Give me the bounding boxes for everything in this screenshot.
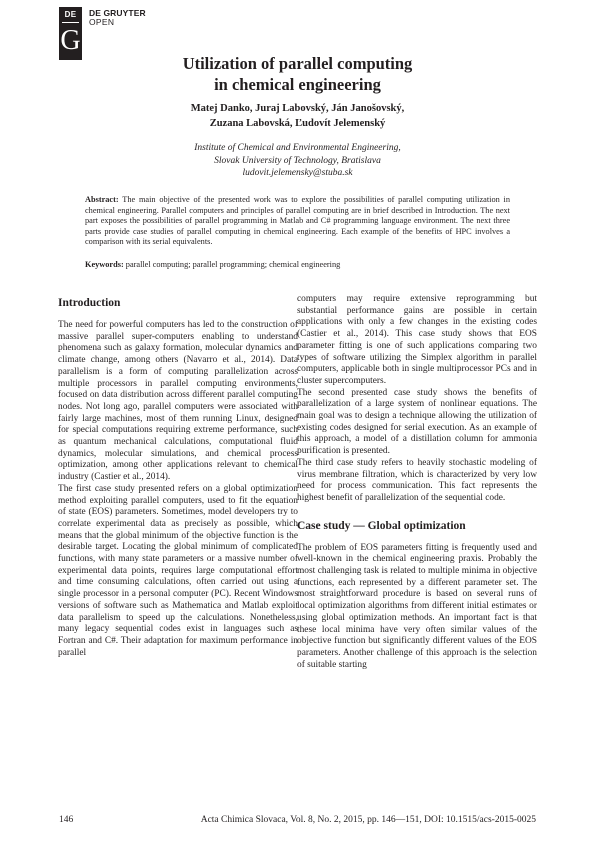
title-line1: Utilization of parallel computing [182, 54, 413, 73]
left-column [58, 296, 298, 659]
right-column [297, 294, 537, 671]
logo-divider [62, 22, 79, 23]
case-study-paragraph-1: The problem of EOS parameters fitting is frequently used and well-known in the chemical engineering praxis. Probably the most challenging task is related to multiple minima in objective functions, each represented by a different parameter set. The most straightforward procedure is based on several runs of local optimization algorithms from different initial estimates or using global optimization methods. An important fact is that these local minima have very often similar values of the objective function but significantly different values of the EOS parameters. Another challenge of this approach is the selection of suitable starting [297, 542, 537, 670]
journal-citation: Acta Chimica Slovaca, Vol. 8, No. 2, 2015, pp. 146—151, DOI: 10.1515/acs-2015-0025 [200, 815, 536, 825]
publisher-name-line2: OPEN [89, 17, 115, 27]
affiliation [60, 142, 535, 180]
keywords-text: parallel computing; parallel programming; chemical engineering [125, 260, 341, 269]
logo-g-letter: G [60, 25, 81, 56]
abstract-label: Abstract: [85, 195, 119, 204]
abstract-text: The main objective of the presented work was to explore the possibilities of parallel computing utilization in chemical engineering. Parallel computers and principles of parallel computing are in brief described in Introduction. The next part exposes the possibilities of parallel programming in Matlab and C# programming language environment. The next three parts provide case studies of parallel computing in chemical engineering. Each example of the benefits of HPC involves a comparison with its serial equivalents. [85, 195, 510, 246]
intro-paragraph-3: computers may require extensive reprogramming but substantial performance gains are possible in certain applications with only a few changes in the existing codes (Castier et al., 2014). This case study shows that EOS parameter fitting is one of such applications comparing two types of software utilizing the Simplex algorithm in parallel computers, applicable both in single multiprocessor PCs and in cluster supercomputers. [297, 294, 537, 386]
title-line2: in chemical engineering [214, 75, 381, 94]
intro-paragraph-5: The third case study refers to heavily stochastic modeling of virus membrane filtration, which is characterized by very low need for process communication. This fact represents the highest benefit of parallelization of the sequential code. [297, 457, 537, 503]
intro-paragraph-1: The need for powerful computers has led to the construction of massive parallel super-computers enabling to understand phenomena such as galaxy formation, molecular dynamics and climate change, among others (Navarro et al., 2014). Data parallelism is a form of computing parallelization across multiple processors in parallel computing environments, focused on data distribution across different parallel computing nodes. Not long ago, parallel computers were associated with fairly large machines, most of them running Linux, designed for special computations requiring extreme performance, such as quantum mechanical calculations, computational fluid dynamics, molecular simulations, and chemical process optimization, among other applications relevant to chemical industry (Castier et al., 2014). [58, 320, 298, 483]
publisher-name-line1: DE GRUYTER [89, 8, 146, 18]
section-heading-introduction: Introduction [58, 297, 121, 309]
publisher-name [89, 9, 146, 27]
paper-title [60, 53, 535, 95]
abstract [85, 195, 510, 248]
logo-de-text: DE [64, 10, 77, 19]
author-list [60, 101, 535, 131]
affiliation-line1: Institute of Chemical and Environmental Engineering, [194, 143, 401, 153]
keywords [85, 260, 510, 271]
intro-paragraph-4: The second presented case study shows the benefits of parallelization of a large system of nonlinear equations. The main goal was to design a technique allowing the utilization of existing codes designed for serial execution. As an example of this approach, a model of a distillation column for ammonia purification is presented. [297, 387, 537, 457]
contact-email: ludovit.jelemensky@stuba.sk [242, 168, 353, 178]
affiliation-line2: Slovak University of Technology, Bratislava [214, 155, 381, 166]
section-heading-case-study: Case study — Global optimization [297, 519, 466, 532]
authors-line2: Zuzana Labovská, Ľudovít Jelemenský [209, 118, 386, 129]
authors-line1: Matej Danko, Juraj Labovský, Ján Janošovský, [190, 103, 405, 114]
intro-paragraph-2: The first case study presented refers on a global optimization method exploiting parallel computers, used to fit the equation of state (EOS) parameters. Sometimes, model developers try to correlate experimental data as precisely as possible, which means that the global minimum of the objective function is the desirable target. Locating the global minimum of complicated functions, with many state parameters or a massive number of experimental data points, requires large computational effort and time consuming calculations, often carried out using a single processor in a personal computer (PC). Recent Windows versions of software such as Mathematica and Matlab exploit data parallelism to speed up the calculations. Nonetheless, many legacy sequential codes exist in languages such as Fortran and C#. Their adaptation for maximum performance in parallel [58, 483, 298, 658]
page-number: 146 [59, 815, 74, 825]
keywords-label: Keywords: [85, 260, 124, 269]
